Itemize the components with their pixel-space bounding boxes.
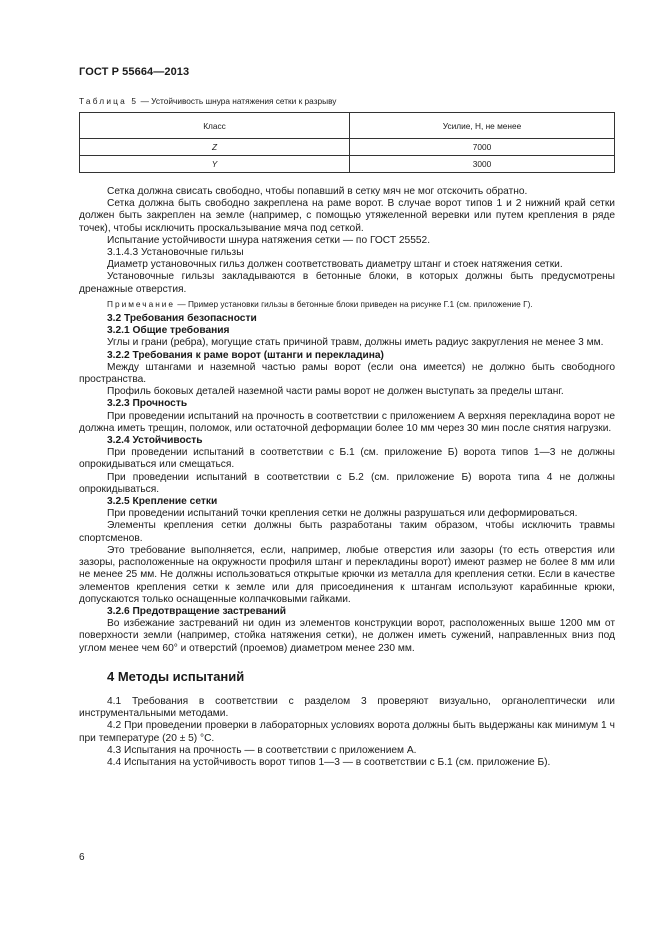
table-row bbox=[80, 139, 615, 156]
table-caption bbox=[79, 96, 336, 106]
cell-class: Z bbox=[80, 139, 350, 156]
subsection-heading: 3.2.6 Предотвращение застреваний bbox=[107, 605, 287, 617]
table-caption-label: Таблица 5 bbox=[79, 96, 139, 106]
page-number: 6 bbox=[79, 852, 85, 863]
paragraph: Сетка должна свисать свободно, чтобы попавший в сетку мяч не мог отскочить обратно. bbox=[107, 186, 528, 197]
paragraph: Во избежание застреваний ни один из элементов конструкции ворот, расположенных выше 1200 мм от поверхности земли (например, стойка натяжения сетки), не должен иметь сужений, направленных вниз под углом менее чем 60° и отверстий (проемов) диаметром менее 230 мм. bbox=[79, 618, 615, 654]
paragraph: При проведении испытаний на прочность в соответствии с приложением А верхняя перекладина ворот не должна иметь трещин, поломок, или остаточной деформации более 10 мм через 30 мин после снятия нагрузки. bbox=[79, 410, 615, 434]
note-text: — Пример установки гильзы в бетонные блоки приведен на рисунке Г.1 (см. приложение Г). bbox=[175, 298, 533, 309]
table-caption-text: — Устойчивость шнура натяжения сетки к разрыву bbox=[138, 96, 337, 106]
header-force: Усилие, Н, не менее bbox=[350, 113, 615, 139]
subsection-heading: 3.2.4 Устойчивость bbox=[107, 435, 203, 447]
cell-class: Y bbox=[80, 156, 350, 173]
note bbox=[79, 298, 615, 310]
subsection-heading: 3.2.1 Общие требования bbox=[107, 325, 230, 337]
subsection-heading: 3.2.5 Крепление сетки bbox=[107, 496, 218, 508]
paragraph: Профиль боковых деталей наземной части рамы ворот не должен выступать за пределы штанг. bbox=[107, 386, 564, 398]
paragraph: 4.4 Испытания на устойчивость ворот типов 1—3 — в соответствии с Б.1 (см. приложение Б). bbox=[107, 756, 551, 768]
subsection-heading: 3.2.2 Требования к раме ворот (штанги и перекладина) bbox=[107, 349, 384, 361]
cell-force: 3000 bbox=[350, 156, 615, 173]
clause-heading: 3.1.4.3 Установочные гильзы bbox=[107, 247, 244, 259]
table-row bbox=[80, 156, 615, 173]
subsection-heading: 3.2.3 Прочность bbox=[107, 398, 188, 410]
cell-force: 7000 bbox=[350, 139, 615, 156]
paragraph: При проведении испытаний в соответствии с Б.1 (см. приложение Б) ворота типов 1—3 не должны опрокидываться или смещаться. bbox=[79, 447, 615, 471]
section-heading: 3.2 Требования безопасности bbox=[107, 313, 257, 325]
table-header-row bbox=[80, 113, 615, 139]
paragraph: Углы и грани (ребра), могущие стать причиной травм, должны иметь радиус закругления не менее 3 мм. bbox=[107, 337, 604, 349]
paragraph: Сетка должна быть свободно закреплена на раме ворот. В случае ворот типов 1 и 2 нижний край сетки должен быть закреплен на земле (например, с помощью утяжеленной веревки или путем крепления в ряде точек), чтобы исключить проскальзывание мяча под сеткой. bbox=[79, 198, 615, 234]
note-label: Примечание bbox=[107, 298, 176, 309]
paragraph: Между штангами и наземной частью рамы ворот (если она имеется) не должно быть свободного пространства. bbox=[79, 361, 615, 386]
strength-table bbox=[79, 112, 615, 173]
paragraph: При проведении испытаний в соответствии с Б.2 (см. приложение Б) ворота типа 4 не должны опрокидываться. bbox=[79, 471, 615, 495]
paragraph: Это требование выполняется, если, например, любые отверстия или зазоры (то есть отверстия или зазоры, расположенные на окружности профиля штанг и перекладины ворот) имеют размер не более 8 мм или не менее 25 мм. Не должны использоваться открытые крючки из металла для крепления сетки. Если в качестве элементов крепления сетки к земле или для присоединения к штангам используют карабинные крюки, допускаются только оснащенные колпачковыми гайками. bbox=[79, 544, 615, 605]
paragraph: 4.3 Испытания на прочность — в соответствии с приложением А. bbox=[107, 744, 417, 756]
section-4-heading: 4 Методы испытаний bbox=[107, 668, 245, 684]
paragraph: При проведении испытаний точки крепления сетки не должны разрушаться или деформироваться. bbox=[107, 508, 578, 520]
paragraph: Установочные гильзы закладываются в бетонные блоки, в которых должны быть предусмотрены дренажные отверстия. bbox=[79, 271, 615, 295]
paragraph: Элементы крепления сетки должны быть разработаны таким образом, чтобы исключить травмы спортсменов. bbox=[79, 520, 615, 544]
document-body bbox=[79, 186, 615, 769]
paragraph: Диаметр установочных гильз должен соответствовать диаметру штанг и стоек натяжения сетки. bbox=[107, 259, 563, 271]
header-class: Класс bbox=[80, 113, 350, 139]
paragraph: 4.2 При проведении проверки в лабораторных условиях ворота должны быть выдержаны как минимум 1 ч при температуре (20 ± 5) °С. bbox=[79, 720, 615, 744]
document-header: ГОСТ Р 55664—2013 bbox=[79, 66, 190, 78]
paragraph: Испытание устойчивости шнура натяжения сетки — по ГОСТ 25552. bbox=[107, 234, 431, 246]
paragraph: 4.1 Требования в соответствии с разделом 3 проверяют визуально, органолептически или инструментальными методами. bbox=[79, 695, 615, 720]
